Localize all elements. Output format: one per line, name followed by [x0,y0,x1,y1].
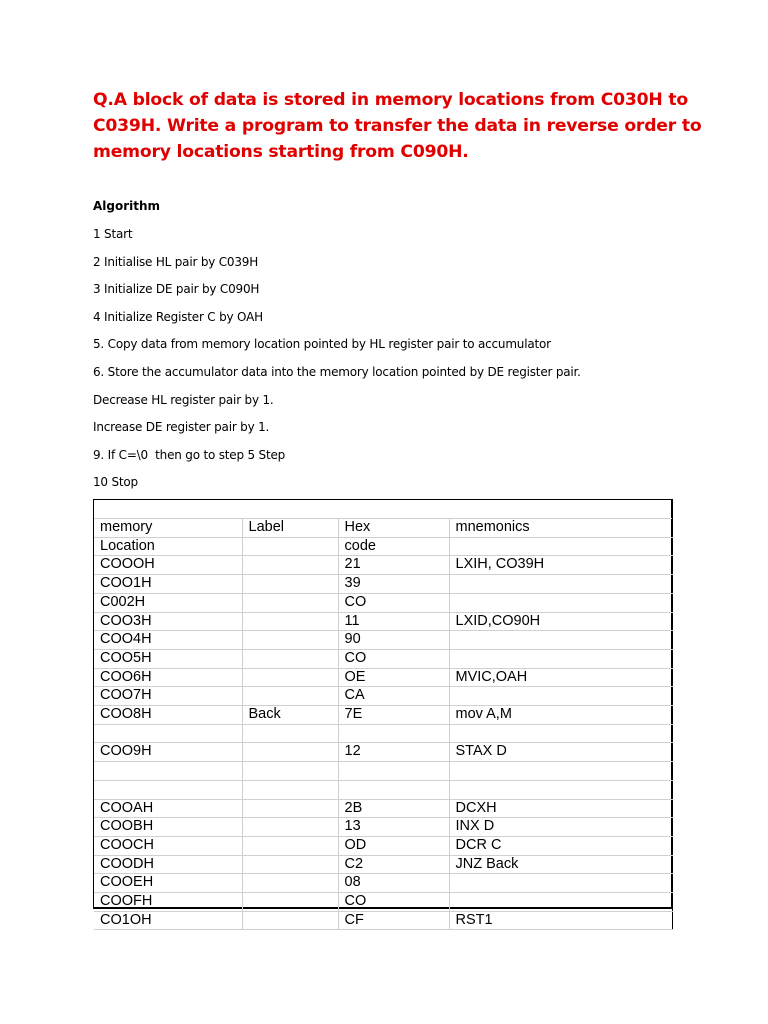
memory-location-cell [94,762,242,781]
mnemonic-cell: MVIC,OAH [449,668,672,687]
table-row [94,631,672,650]
label-cell [242,743,338,762]
hex-code-cell: code [338,537,449,556]
label-cell [242,762,338,781]
algorithm-step: 10 Stop [93,475,138,490]
mnemonic-cell: JNZ Back [449,855,672,874]
label-cell [242,799,338,818]
label-cell [242,893,338,912]
label-cell [242,818,338,837]
program-table [94,518,673,930]
mnemonic-cell: LXID,CO90H [449,612,672,631]
hex-code-cell: CA [338,687,449,706]
memory-location-cell: Location [94,537,242,556]
hex-code-cell: 2B [338,799,449,818]
mnemonic-cell: STAX D [449,743,672,762]
algorithm-step: 4 Initialize Register C by OAH [93,309,263,324]
hex-code-cell: CO [338,593,449,612]
label-cell [242,780,338,799]
program-table-frame [93,499,673,928]
table-row [94,855,672,874]
hex-code-cell: 39 [338,575,449,594]
label-cell [242,556,338,575]
hex-code-cell: OE [338,668,449,687]
table-row [94,874,672,893]
algorithm-title: Algorithm [93,199,161,213]
algorithm-step: 1 Start [93,227,133,241]
hex-code-cell: CO [338,649,449,668]
memory-location-cell: COO8H [94,706,242,725]
hex-code-cell [338,762,449,781]
memory-location-cell: COO1H [94,575,242,594]
question-heading [93,87,702,165]
memory-location-cell [94,724,242,743]
table-row [94,687,672,706]
mnemonic-cell: RST1 [449,911,672,930]
mnemonic-cell [449,593,672,612]
algorithm-step: 5. Copy data from memory location pointed by HL register pair to accumulator [93,337,551,352]
table-row [94,612,672,631]
label-cell [242,537,338,556]
label-cell [242,874,338,893]
table-row [94,575,672,594]
memory-location-cell: C002H [94,593,242,612]
table-row [94,556,672,575]
mnemonic-cell: LXIH, CO39H [449,556,672,575]
table-row [94,893,672,912]
memory-location-cell: COOAH [94,799,242,818]
memory-location-cell: memory [94,519,242,538]
table-row [94,743,672,762]
hex-code-cell: 90 [338,631,449,650]
hex-code-cell [338,724,449,743]
table-row [94,799,672,818]
question-line: memory locations starting from C090H. [93,142,469,162]
label-cell [242,575,338,594]
table-row [94,519,672,538]
label-cell [242,911,338,930]
memory-location-cell: COO6H [94,668,242,687]
question-line: Q.A block of data is stored in memory locations from C030H to [93,90,689,110]
memory-location-cell: COO7H [94,687,242,706]
algorithm-step: Increase DE register pair by 1. [93,420,270,435]
table-row [94,668,672,687]
table-row [94,818,672,837]
mnemonic-cell: INX D [449,818,672,837]
label-cell: Label [242,519,338,538]
label-cell [242,649,338,668]
mnemonic-cell [449,631,672,650]
label-cell [242,593,338,612]
mnemonic-cell [449,762,672,781]
algorithm-step: 3 Initialize DE pair by C090H [93,282,260,297]
memory-location-cell [94,780,242,799]
mnemonic-cell [449,893,672,912]
mnemonic-cell [449,874,672,893]
algorithm-step: 2 Initialise HL pair by C039H [93,254,259,269]
hex-code-cell: 11 [338,612,449,631]
memory-location-cell: COODH [94,855,242,874]
label-cell [242,836,338,855]
hex-code-cell: Hex [338,519,449,538]
hex-code-cell [338,780,449,799]
table-row [94,724,672,743]
mnemonic-cell: DCR C [449,836,672,855]
mnemonic-cell [449,687,672,706]
table-row [94,762,672,781]
label-cell [242,724,338,743]
mnemonic-cell [449,575,672,594]
label-cell [242,687,338,706]
hex-code-cell: 13 [338,818,449,837]
memory-location-cell: COOCH [94,836,242,855]
label-cell: Back [242,706,338,725]
mnemonic-cell [449,724,672,743]
memory-location-cell: COOOH [94,556,242,575]
table-row [94,911,672,930]
table-row [94,780,672,799]
hex-code-cell: CO [338,893,449,912]
memory-location-cell: COOEH [94,874,242,893]
memory-location-cell: COOFH [94,893,242,912]
algorithm-steps [93,226,581,502]
table-row [94,836,672,855]
hex-code-cell: C2 [338,855,449,874]
memory-location-cell: COO5H [94,649,242,668]
mnemonic-cell [449,780,672,799]
table-row [94,593,672,612]
hex-code-cell: 21 [338,556,449,575]
label-cell [242,668,338,687]
label-cell [242,612,338,631]
hex-code-cell: 12 [338,743,449,762]
mnemonic-cell: mov A,M [449,706,672,725]
hex-code-cell: CF [338,911,449,930]
algorithm-step: 9. If C=\0 then go to step 5 Step [93,447,286,462]
mnemonic-cell [449,537,672,556]
hex-code-cell: 7E [338,706,449,725]
memory-location-cell: COO9H [94,743,242,762]
question-line: C039H. Write a program to transfer the data in reverse order to [93,116,702,136]
table-row [94,649,672,668]
algorithm-step: Decrease HL register pair by 1. [93,392,274,407]
mnemonic-cell: DCXH [449,799,672,818]
mnemonic-cell: mnemonics [449,519,672,538]
label-cell [242,631,338,650]
mnemonic-cell [449,649,672,668]
table-row [94,537,672,556]
memory-location-cell: COO4H [94,631,242,650]
memory-location-cell: CO1OH [94,911,242,930]
algorithm-step: 6. Store the accumulator data into the memory location pointed by DE register pair. [93,364,581,379]
memory-location-cell: COOBH [94,818,242,837]
table-row [94,706,672,725]
label-cell [242,855,338,874]
memory-location-cell: COO3H [94,612,242,631]
hex-code-cell: OD [338,836,449,855]
hex-code-cell: 08 [338,874,449,893]
